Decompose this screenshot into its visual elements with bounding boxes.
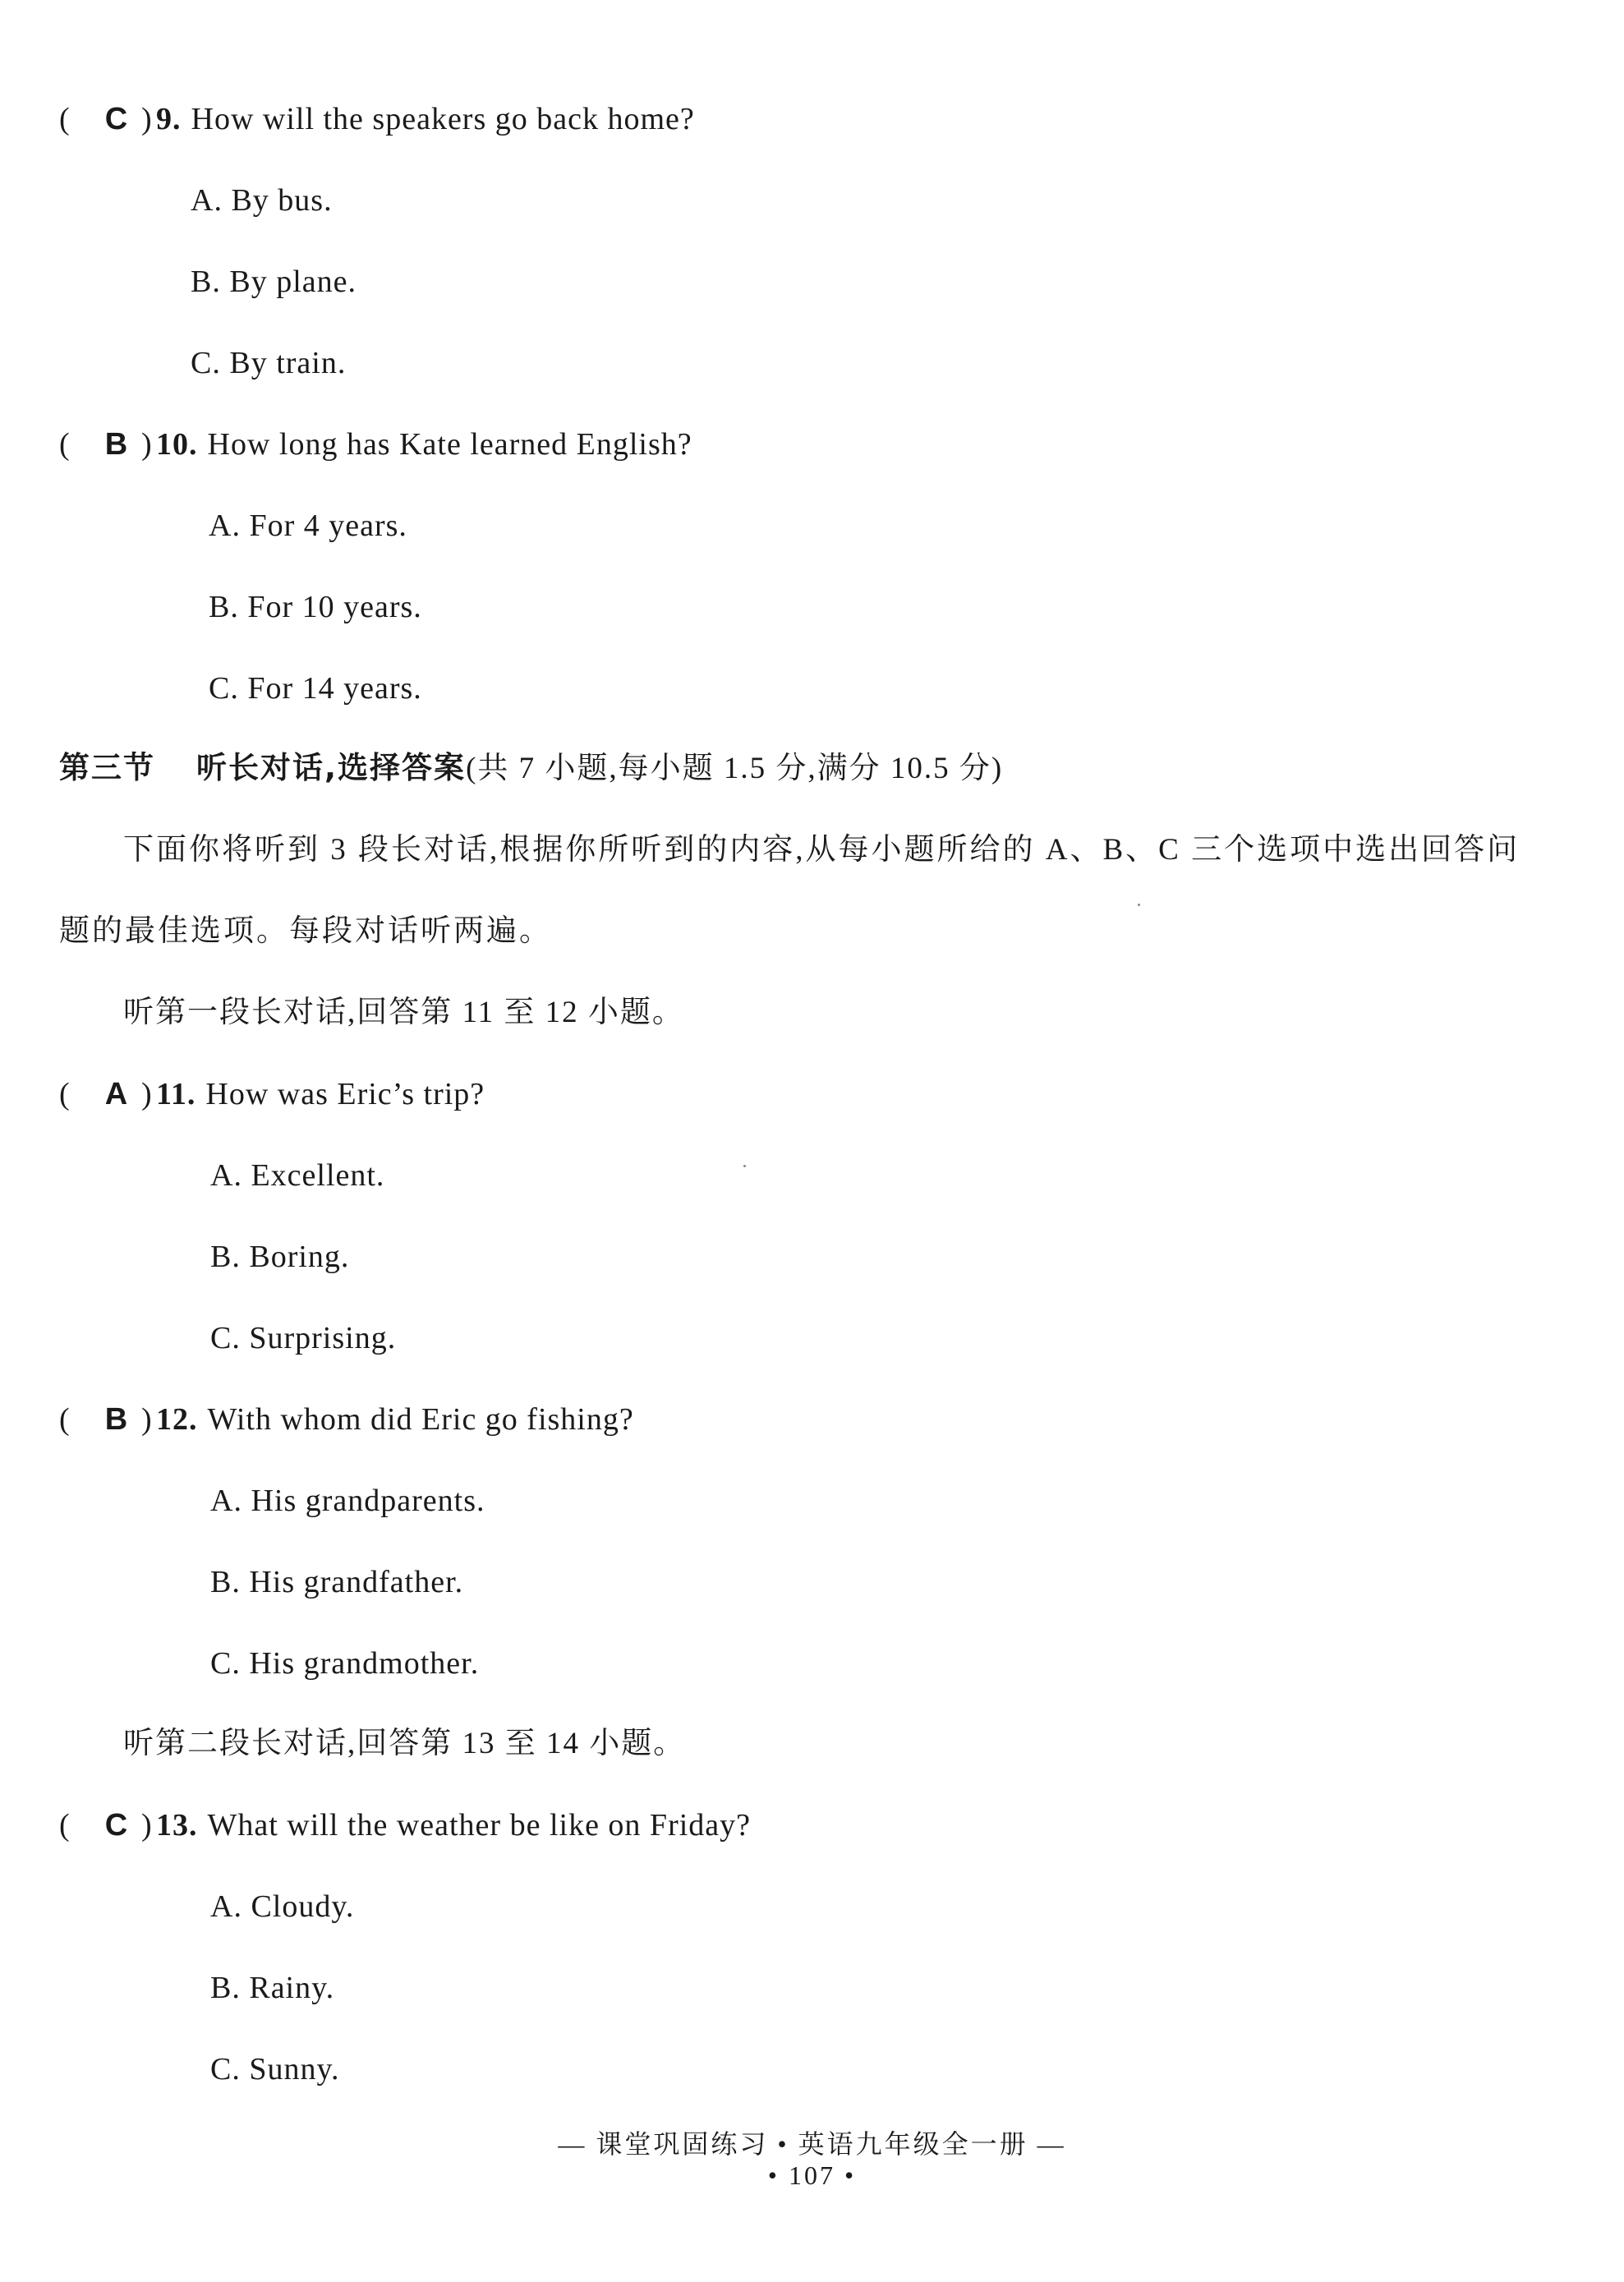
paren-close: ) <box>141 1077 153 1111</box>
section-label: 第三节 <box>59 750 155 785</box>
option-b: B. Boring. <box>210 1240 350 1274</box>
dialogue-1-instruction: 听第一段长对话,回答第 11 至 12 小题。 <box>123 996 684 1029</box>
question-number: 13. <box>156 1808 198 1843</box>
section-instructions-line1: 下面你将听到 3 段长对话,根据你所听到的内容,从每小题所给的 A、B、C 三个选项中选出回答问 <box>123 833 1520 867</box>
question-text: How long has Kate learned English? <box>207 427 692 462</box>
answer-letter: C <box>104 102 129 136</box>
option-b: B. By plane. <box>191 265 357 299</box>
paren-open: ( <box>59 427 71 462</box>
question-text: How will the speakers go back home? <box>191 102 695 136</box>
option-a: A. Cloudy. <box>210 1889 355 1924</box>
option-c: C. Sunny. <box>210 2052 340 2086</box>
option-a: A. For 4 years. <box>209 508 407 543</box>
option-c: C. Surprising. <box>210 1321 397 1355</box>
question-9 <box>59 99 695 140</box>
question-13 <box>59 1805 751 1846</box>
scan-speck <box>743 1165 746 1167</box>
question-number: 11. <box>156 1077 196 1111</box>
paren-open: ( <box>59 1808 71 1843</box>
book-title-footer: — 课堂巩固练习 • 英语九年级全一册 — <box>558 2129 1066 2159</box>
option-c: C. His grandmother. <box>210 1646 480 1681</box>
option-b: B. Rainy. <box>210 1971 335 2005</box>
paren-close: ) <box>141 427 153 462</box>
page-number: • 107 • <box>767 2160 857 2190</box>
paren-open: ( <box>59 1402 71 1437</box>
question-12 <box>59 1399 634 1440</box>
paren-close: ) <box>141 102 153 136</box>
question-number: 9. <box>156 102 182 136</box>
answer-letter: B <box>104 1402 129 1437</box>
question-text: What will the weather be like on Friday? <box>207 1808 752 1843</box>
paren-open: ( <box>59 102 71 136</box>
question-11 <box>59 1074 485 1115</box>
section-instructions-line2: 题的最佳选项。每段对话听两遍。 <box>59 914 552 948</box>
option-a: A. By bus. <box>191 183 333 218</box>
section-title: 听长对话,选择答案 <box>196 750 467 785</box>
scan-speck <box>1138 904 1140 906</box>
section-scoring: (共 7 小题,每小题 1.5 分,满分 10.5 分) <box>466 752 1004 785</box>
option-c: C. For 14 years. <box>209 671 422 706</box>
question-number: 12. <box>156 1402 198 1437</box>
paren-open: ( <box>59 1077 71 1111</box>
paren-close: ) <box>141 1808 153 1843</box>
option-b: B. For 10 years. <box>209 590 422 624</box>
section-header <box>59 748 1003 789</box>
question-10 <box>59 424 692 465</box>
answer-letter: B <box>104 427 129 462</box>
option-a: A. His grandparents. <box>210 1484 485 1518</box>
question-text: With whom did Eric go fishing? <box>207 1402 634 1437</box>
question-text: How was Eric’s trip? <box>205 1077 485 1111</box>
paren-close: ) <box>141 1402 153 1437</box>
answer-letter: C <box>104 1808 129 1843</box>
option-c: C. By train. <box>191 346 347 380</box>
answer-letter: A <box>104 1077 129 1111</box>
option-b: B. His grandfather. <box>210 1565 464 1599</box>
question-number: 10. <box>156 427 198 462</box>
dialogue-2-instruction: 听第二段长对话,回答第 13 至 14 小题。 <box>123 1727 686 1760</box>
option-a: A. Excellent. <box>210 1158 385 1193</box>
